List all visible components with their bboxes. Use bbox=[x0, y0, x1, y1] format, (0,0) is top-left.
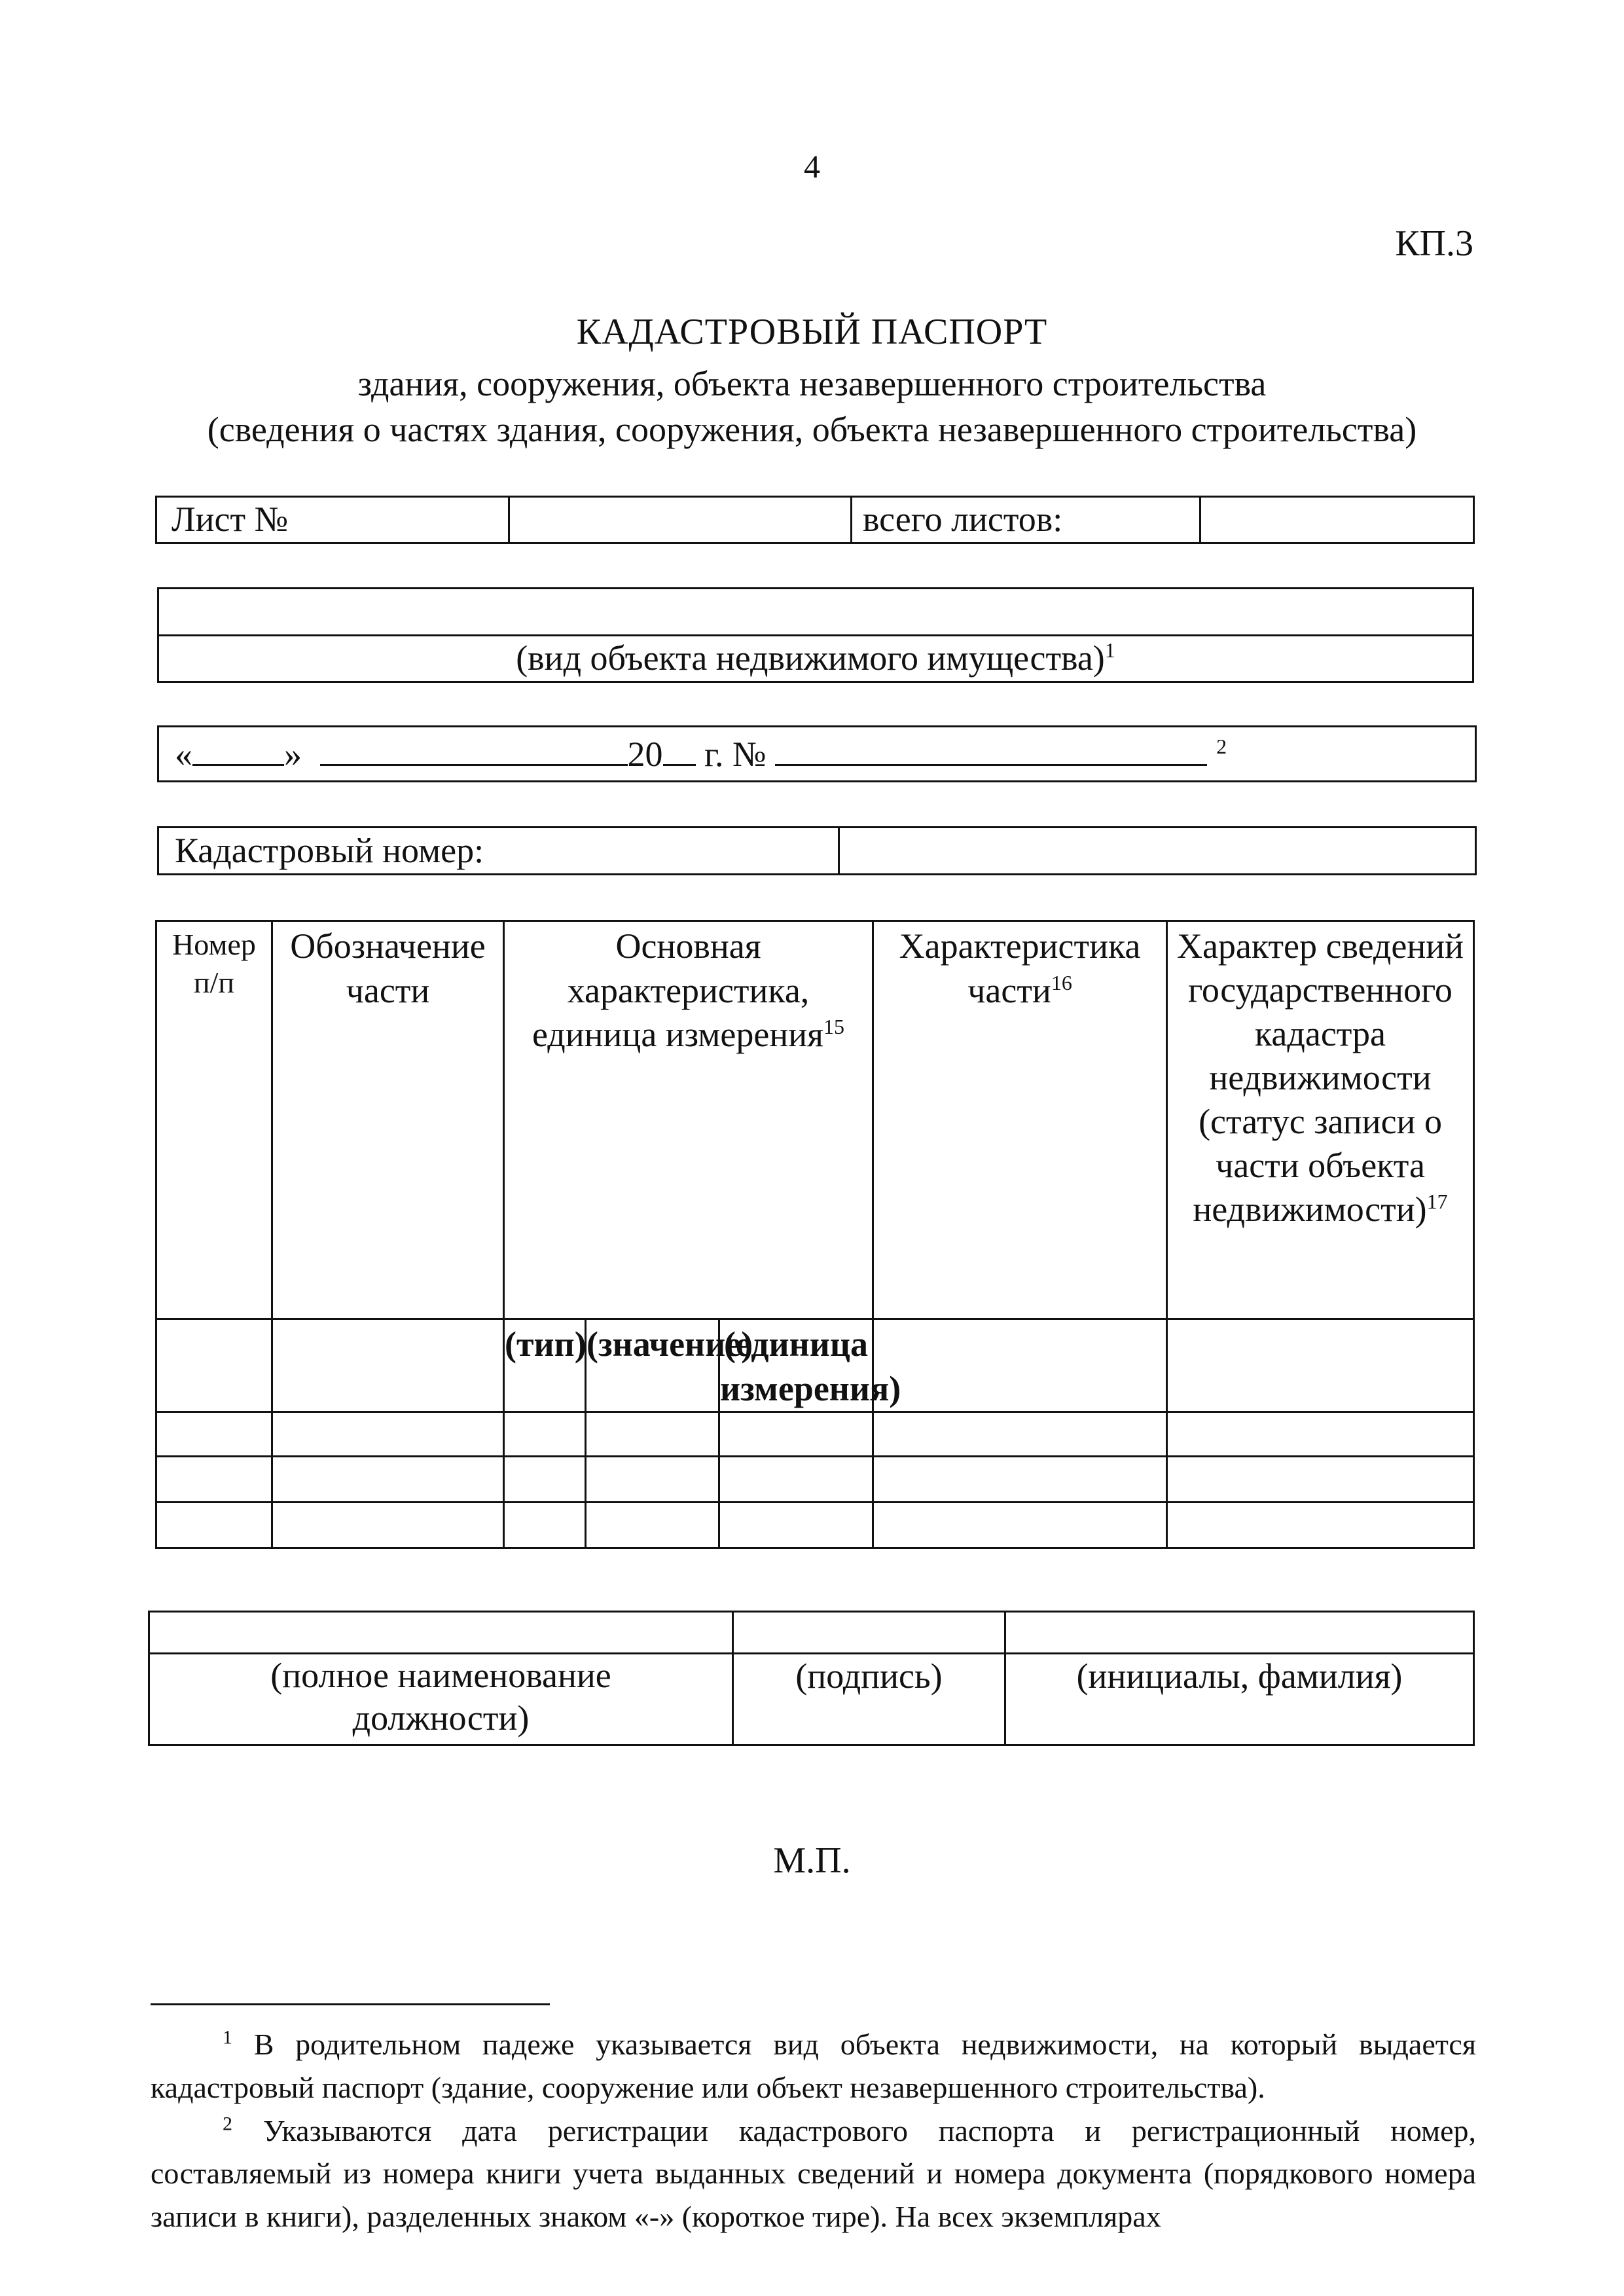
header-part-characteristic-text: Характеристика части bbox=[899, 926, 1141, 1010]
registration-number-field[interactable] bbox=[775, 731, 1207, 766]
header-record-nature bbox=[1167, 921, 1474, 1319]
total-sheets-label: всего листов: bbox=[852, 497, 1200, 543]
page-number: 4 bbox=[804, 148, 820, 185]
object-type-caption-text: (вид объекта недвижимого имущества) bbox=[516, 638, 1105, 678]
table-cell[interactable] bbox=[504, 1503, 586, 1548]
table-cell[interactable] bbox=[719, 1457, 873, 1503]
registration-number-label: г. № bbox=[704, 734, 767, 774]
table-cell[interactable] bbox=[586, 1503, 719, 1548]
object-type-field[interactable] bbox=[158, 589, 1473, 636]
table-row bbox=[156, 1457, 1474, 1503]
footnote-ref-16: 16 bbox=[1051, 970, 1072, 994]
document-subtitle: здания, сооружения, объекта незавершенного строительства bbox=[357, 364, 1267, 403]
table-cell[interactable] bbox=[272, 1503, 504, 1548]
sheet-number-label: Лист № bbox=[156, 497, 509, 543]
footnote-ref-17: 17 bbox=[1426, 1189, 1448, 1213]
footnote-ref-2: 2 bbox=[1216, 734, 1227, 758]
table-cell[interactable] bbox=[156, 1503, 272, 1548]
footnotes bbox=[151, 2023, 1476, 2238]
header-number: Номер п/п bbox=[156, 921, 272, 1319]
sheet-number-field[interactable] bbox=[509, 497, 852, 543]
header-record-nature-text: Характер сведений государственного кадастра недвижимости (статус записи о части объекта недвижимости) bbox=[1176, 926, 1464, 1229]
date-open-quote: « bbox=[175, 734, 192, 774]
position-caption: (полное наименование должности) bbox=[149, 1654, 733, 1745]
table-cell[interactable] bbox=[873, 1457, 1167, 1503]
table-cell[interactable] bbox=[586, 1457, 719, 1503]
date-close-quote: » bbox=[284, 734, 302, 774]
header-main-characteristic bbox=[504, 921, 873, 1319]
footnote-1 bbox=[151, 2023, 1476, 2109]
footnote-2-text: Указываются дата регистрации кадастрового паспорта и регистрационный номер, составляемый из номера книги учета выданных сведений и номера документа (порядкового номера записи в книги), разделенных знаком «-» (короткое тире). На всех экземплярах bbox=[151, 2113, 1476, 2234]
subheader-type: (тип) bbox=[504, 1319, 586, 1412]
name-field[interactable] bbox=[1005, 1612, 1474, 1654]
footnote-2 bbox=[151, 2109, 1476, 2238]
table-row bbox=[156, 1412, 1474, 1457]
table-cell[interactable] bbox=[272, 1412, 504, 1457]
signature-caption: (подпись) bbox=[733, 1654, 1005, 1745]
document-subtitle-details: (сведения о частях здания, сооружения, объекта незавершенного строительства) bbox=[207, 410, 1417, 449]
table-cell[interactable] bbox=[504, 1412, 586, 1457]
registration-line bbox=[158, 727, 1476, 782]
footnote-divider bbox=[151, 2003, 550, 2005]
subheader-value: (значение) bbox=[586, 1319, 719, 1412]
table-cell[interactable] bbox=[873, 1503, 1167, 1548]
stamp-place: М.П. bbox=[773, 1840, 851, 1881]
subheader-blank bbox=[873, 1319, 1167, 1412]
registration-table bbox=[157, 725, 1477, 782]
table-cell[interactable] bbox=[1167, 1503, 1474, 1548]
header-main-characteristic-text: Основная характеристика, единица измерения bbox=[532, 926, 823, 1054]
table-row bbox=[156, 1503, 1474, 1548]
form-code: КП.3 bbox=[1395, 223, 1473, 264]
year-field[interactable] bbox=[663, 731, 696, 766]
cadastral-table bbox=[157, 826, 1477, 875]
object-type-table bbox=[157, 587, 1474, 683]
sheet-table bbox=[155, 496, 1475, 544]
cadastral-number-field[interactable] bbox=[839, 828, 1476, 875]
name-caption: (инициалы, фамилия) bbox=[1005, 1654, 1474, 1745]
footnote-ref-15: 15 bbox=[823, 1015, 844, 1038]
header-part-characteristic bbox=[873, 921, 1167, 1319]
signature-table bbox=[148, 1611, 1475, 1746]
table-cell[interactable] bbox=[1167, 1412, 1474, 1457]
parts-table bbox=[155, 920, 1475, 1549]
subheader-unit: (единица измерения) bbox=[719, 1319, 873, 1412]
total-sheets-field[interactable] bbox=[1200, 497, 1474, 543]
header-designation: Обозначение части bbox=[272, 921, 504, 1319]
table-cell[interactable] bbox=[1167, 1457, 1474, 1503]
subheader-blank bbox=[1167, 1319, 1474, 1412]
day-field[interactable] bbox=[192, 731, 284, 766]
cadastral-number-label: Кадастровый номер: bbox=[158, 828, 839, 875]
table-cell[interactable] bbox=[873, 1412, 1167, 1457]
table-cell[interactable] bbox=[719, 1412, 873, 1457]
signature-field[interactable] bbox=[733, 1612, 1005, 1654]
table-cell[interactable] bbox=[272, 1457, 504, 1503]
table-cell[interactable] bbox=[504, 1457, 586, 1503]
position-field[interactable] bbox=[149, 1612, 733, 1654]
footnote-2-number: 2 bbox=[223, 2113, 232, 2135]
table-cell[interactable] bbox=[156, 1412, 272, 1457]
subheader-blank bbox=[156, 1319, 272, 1412]
table-cell[interactable] bbox=[156, 1457, 272, 1503]
object-type-caption bbox=[158, 636, 1473, 682]
footnote-ref-1: 1 bbox=[1104, 638, 1115, 662]
subheader-blank bbox=[272, 1319, 504, 1412]
footnote-1-text: В родительном падеже указывается вид объекта недвижимости, на который выдается кадастровый паспорт (здание, сооружение или объект незавершенного строительства). bbox=[151, 2028, 1476, 2104]
year-prefix: 20 bbox=[627, 734, 663, 774]
table-cell[interactable] bbox=[586, 1412, 719, 1457]
footnote-1-number: 1 bbox=[223, 2026, 232, 2049]
document-title: КАДАСТРОВЫЙ ПАСПОРТ bbox=[576, 312, 1048, 352]
month-field[interactable] bbox=[320, 731, 628, 766]
table-cell[interactable] bbox=[719, 1503, 873, 1548]
